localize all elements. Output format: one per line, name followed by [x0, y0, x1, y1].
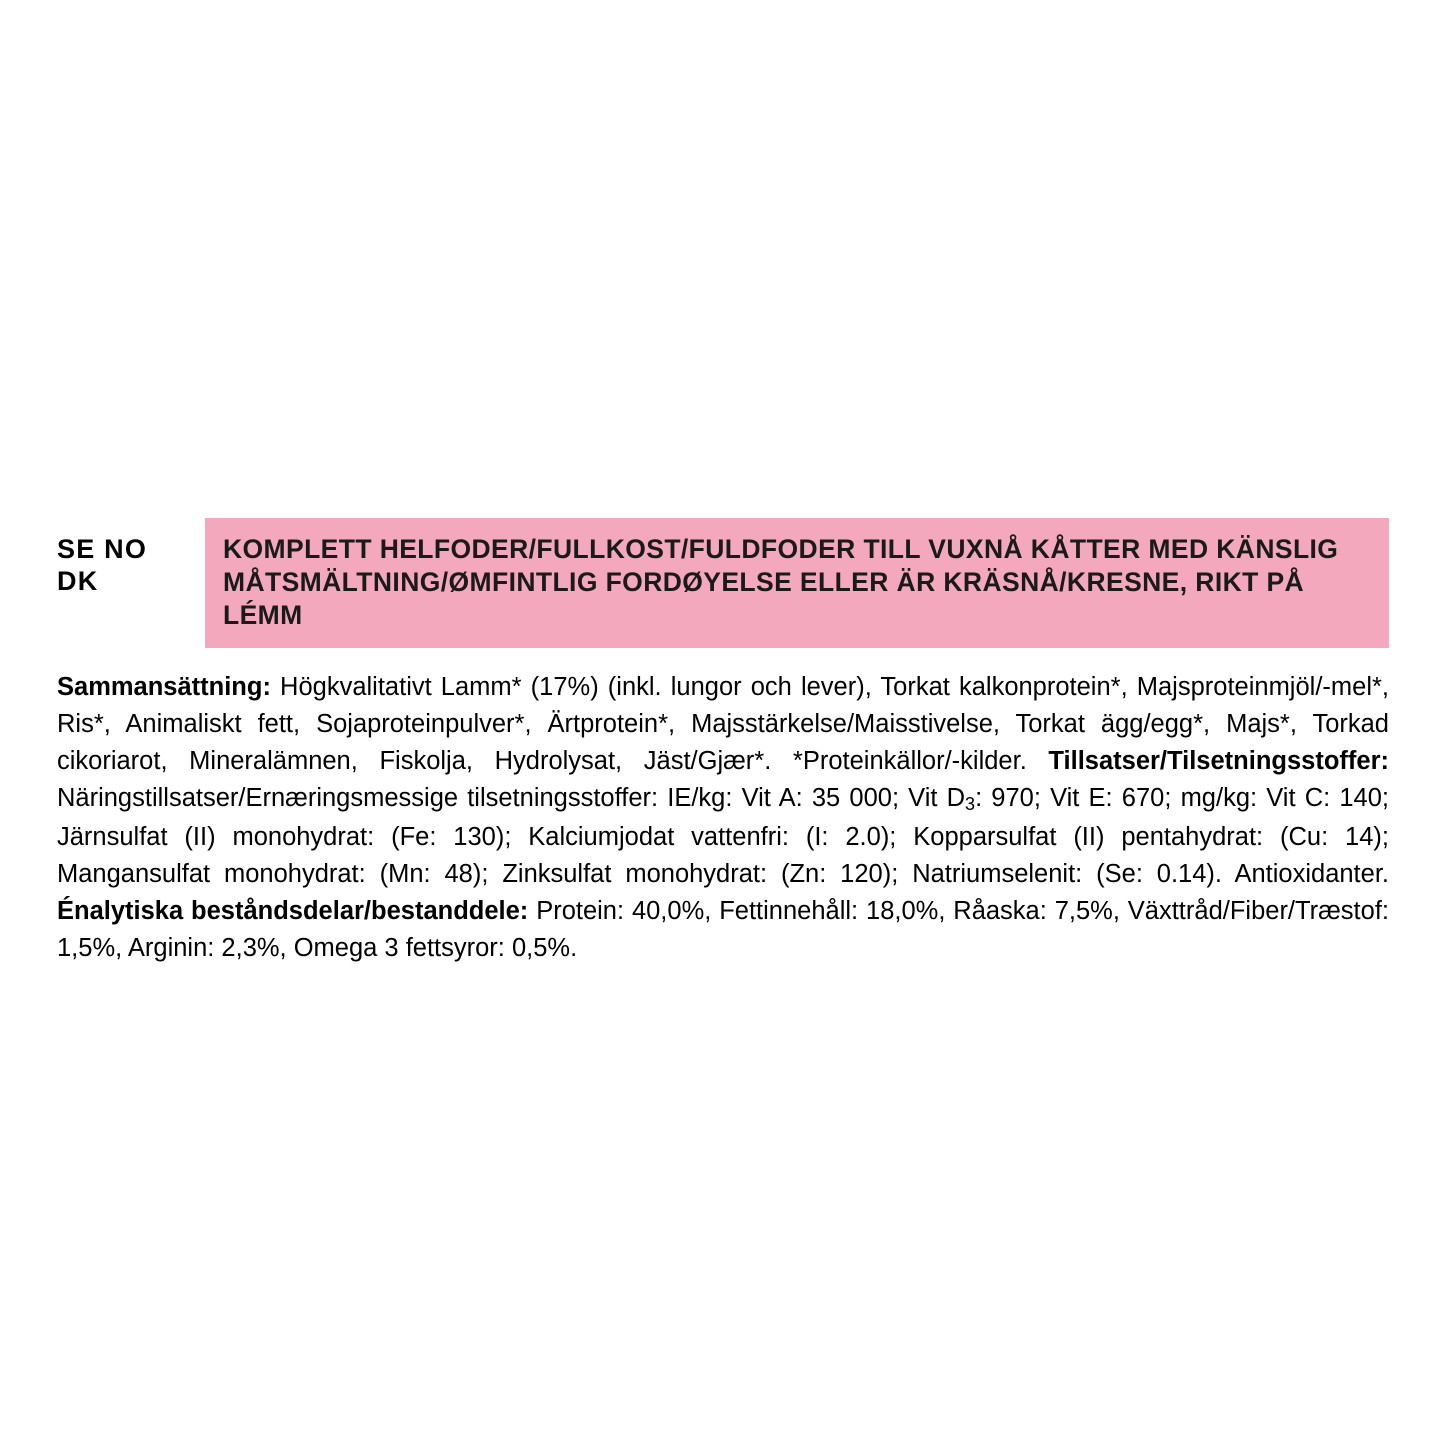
additives-subscript: 3 — [965, 794, 976, 814]
additives-label: Tillsatser/Tilsetningsstoffer: — [1048, 747, 1389, 775]
composition-label: Sammansättning: — [57, 673, 271, 701]
product-description-banner: KOMPLETT HELFODER/FULLKOST/FULDFODER TILL VUXNÅ KÅTTER MED KÄNSLIG MÅTSMÄLTNING/ØMFINTLIG FORDØYELSE ELLER ÄR KRÄSNÅ/KRESNE, RIKT PÅ LÉMM — [205, 518, 1389, 648]
ingredients-paragraph — [57, 669, 1389, 967]
analytical-constituents-text: Protein: 40,0%, Fettinnehåll: 18,0%, Råaska: 7,5%, Växttråd/Fiber/Træstof: 1,5%, Arginin: 2,3%, Omega 3 fettsyror: 0,5%. — [57, 897, 1389, 962]
pet-food-label-block — [57, 518, 1389, 967]
language-codes-line-1: SE NO — [57, 534, 148, 564]
composition-text: Högkvalitativt Lamm* (17%) (inkl. lungor och lever), Torkat kalkonprotein*, Majsproteinmjöl/-mel*, Ris*, Animaliskt fett, Sojaproteinpulver*, Ärtprotein*, Majsstärkelse/Maisstivelse, Torkat ägg/egg*, Majs*, Torkad cikoriarot, Mineralämnen, Fiskolja, Hydrolysat, Jäst/Gjær*. *Proteinkällor/-kilder. — [57, 673, 1389, 775]
analytical-constituents-label: Énalytiska beståndsdelar/bestanddele: — [57, 897, 529, 925]
additives-text-part-1: Näringstillsatser/Ernæringsmessige tilsetningsstoffer: IE/kg: Vit A: 35 000; Vit D — [57, 784, 966, 812]
additives-text-part-2: : 970; Vit E: 670; mg/kg: Vit C: 140; Järnsulfat (II) monohydrat: (Fe: 130); Kalciumjodat vattenfri: (I: 2.0); Kopparsulfat (II) pentahydrat: (Cu: 14); Mangansulfat monohydrat: (Mn: 48); Zinksulfat monohydrat: (Zn: 120); Natriumselenit: (Se: 0.14). Antioxidanter. — [57, 784, 1389, 888]
label-header-row — [57, 518, 1389, 648]
language-codes — [57, 518, 205, 648]
language-codes-line-2: DK — [57, 566, 99, 596]
